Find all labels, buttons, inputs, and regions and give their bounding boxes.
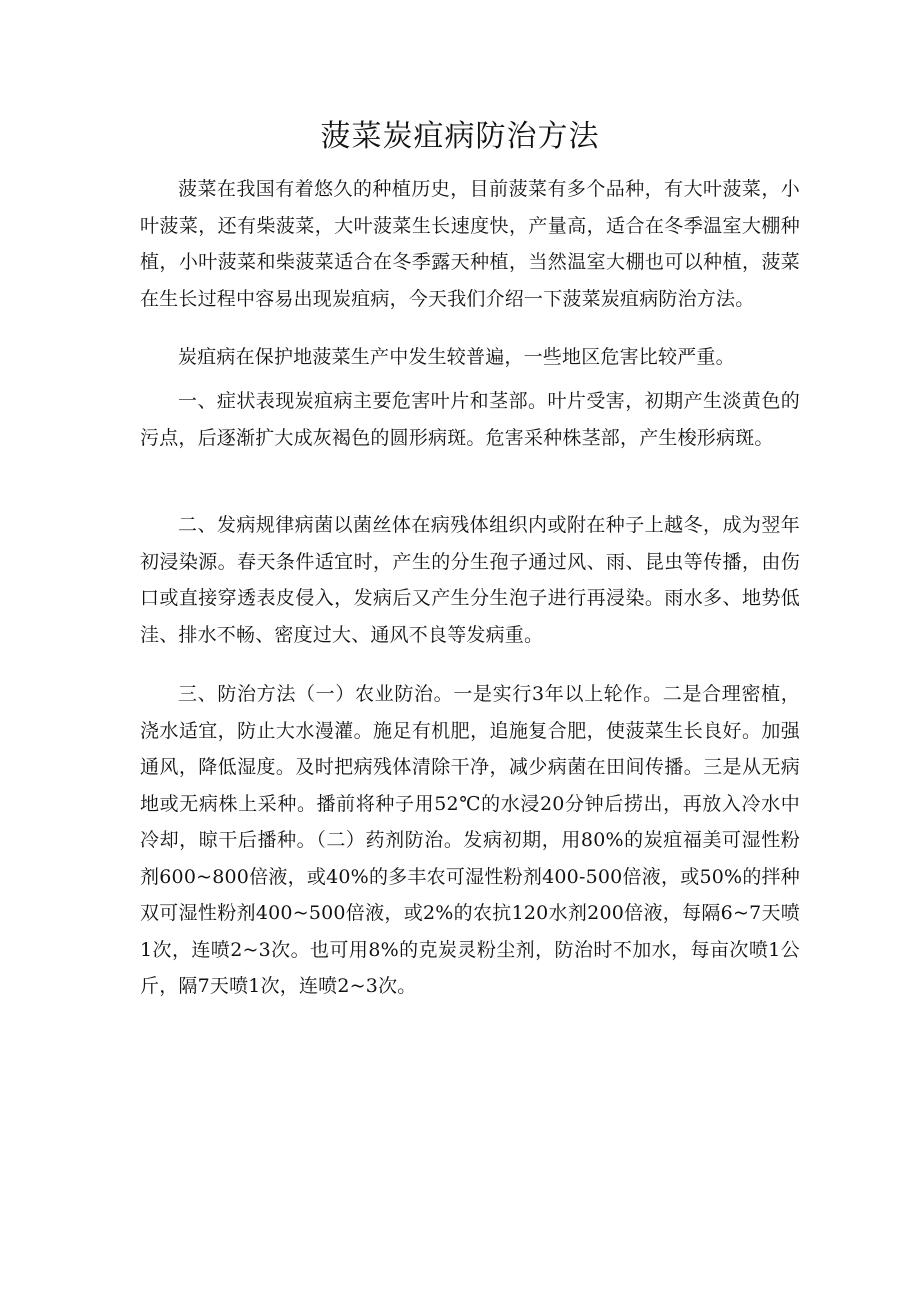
paragraph-symptoms: 一、症状表现炭疽病主要危害叶片和茎部。叶片受害，初期产生淡黄色的污点，后逐渐扩大成灰褐色的圆形病斑。危害采种株茎部，产生梭形病斑。 (140, 390, 800, 449)
paragraph-intro: 菠菜在我国有着悠久的种植历史，目前菠菜有多个品种，有大叶菠菜，小叶菠菜，还有柴菠菜，大叶菠菜生长速度快，产量高，适合在冬季温室大棚种植，小叶菠菜和柴菠菜适合在冬季露天种植，当然温室大棚也可以种植，菠菜在生长过程中容易出现炭疽病，今天我们介绍一下菠菜炭疽病防治方法。 (140, 178, 800, 310)
paragraph-disease-pattern: 二、发病规律病菌以菌丝体在病残体组织内或附在种子上越冬，成为翌年初浸染源。春天条件适宜时，产生的分生孢子通过风、雨、昆虫等传播，由伤口或直接穿透表皮侵入，发病后又产生分生泡子进行再浸染。雨水多、地势低洼、排水不畅、密度过大、通风不良等发病重。 (140, 514, 800, 646)
paragraph-overview: 炭疽病在保护地菠菜生产中发生较普遍，一些地区危害比较严重。 (178, 346, 735, 368)
document-title: 菠菜炭疽病防治方法 (320, 119, 600, 154)
paragraph-control-methods: 三、防治方法（一）农业防治。一是实行3年以上轮作。二是合理密植，浇水适宜，防止大水漫灌。施足有机肥，追施复合肥，使菠菜生长良好。加强通风，降低湿度。及时把病残体清除干净，减少病菌在田间传播。三是从无病地或无病株上采种。播前将种子用52℃的水浸20分钟后捞出，再放入冷水中冷却，晾干后播种。（二）药剂防治。发病初期，用80%的炭疽福美可湿性粉剂600~800倍液，或40%的多丰农可湿性粉剂400-500倍液，或50%的拌种双可湿性粉剂400~500倍液，或2%的农抗120水剂200倍液，每隔6~7天喷1次，连喷2~3次。也可用8%的克炭灵粉尘剂，防治时不加水，每亩次喷1公斤，隔7天喷1次，连喷2~3次。 (140, 683, 800, 997)
